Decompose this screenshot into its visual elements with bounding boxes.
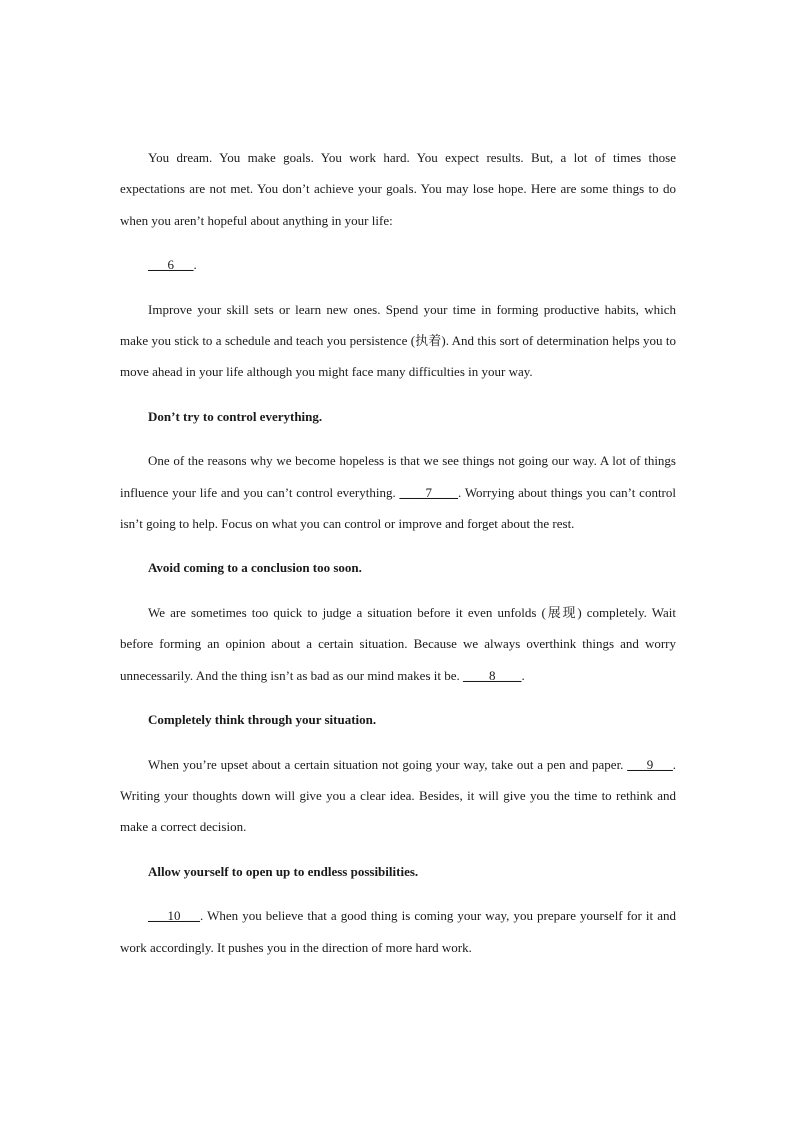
paragraph-think-through — [120, 749, 676, 843]
heading-conclusion: Avoid coming to a conclusion too soon. — [148, 560, 362, 576]
paragraph-conclusion-after: . — [521, 667, 525, 683]
paragraph-conclusion-before: We are sometimes too quick to judge a situation before it even unfolds (展现) completely. Wait before forming an opinion about a certain situation. Because we always overthink things and worry unnecessarily. And the thing isn’t as bad as our mind makes it be. — [120, 604, 676, 683]
heading-control: Don’t try to control everything. — [148, 408, 323, 424]
document-body — [120, 142, 676, 976]
paragraph-possibilities-after: . When you believe that a good thing is coming your way, you prepare yourself for it and work accordingly. It pushes you in the direction of more hard work. — [120, 908, 676, 955]
paragraph-control — [120, 445, 676, 539]
blank-9[interactable]: ___9___ — [627, 756, 673, 772]
paragraph-control-after: . Worrying about things you can’t control isn’t going to help. Focus on what you can control or improve and forget about the rest. — [120, 484, 676, 532]
intro-paragraph: You dream. You make goals. You work hard. You expect results. But, a lot of times those expectations are not met. You don’t achieve your goals. You may lose hope. Here are some things to do when you aren’t hopeful about anything in your life: — [120, 150, 676, 228]
blank-10[interactable]: ___10___ — [148, 908, 200, 924]
paragraph-skills: Improve your skill sets or learn new ones. Spend your time in forming productive habits, which make you stick to a schedule and teach you persistence (执着). And this sort of determination helps you to move ahead in your life although you might face many difficulties in your way. — [120, 301, 676, 380]
blank-6-line — [120, 249, 676, 280]
paragraph-think-after: . Writing your thoughts down will give you a clear idea. Besides, it will give you the time to rethink and make a correct decision. — [120, 756, 676, 835]
blank-7[interactable]: ____7____ — [399, 484, 459, 500]
paragraph-possibilities — [120, 900, 676, 963]
blank-6-period: . — [193, 257, 197, 273]
paragraph-think-before: When you’re upset about a certain situation not going your way, take out a pen and paper. — [148, 756, 628, 772]
paragraph-conclusion — [120, 597, 676, 691]
paragraph-control-before: One of the reasons why we become hopeless is that we see things not going our way. A lot of things influence your life and you can’t control everything. — [120, 453, 676, 500]
blank-6[interactable]: ___6___ — [148, 257, 194, 273]
heading-possibilities: Allow yourself to open up to endless possibilities. — [148, 863, 419, 879]
blank-8[interactable]: ____8____ — [463, 667, 522, 683]
heading-think-through: Completely think through your situation. — [148, 712, 377, 728]
